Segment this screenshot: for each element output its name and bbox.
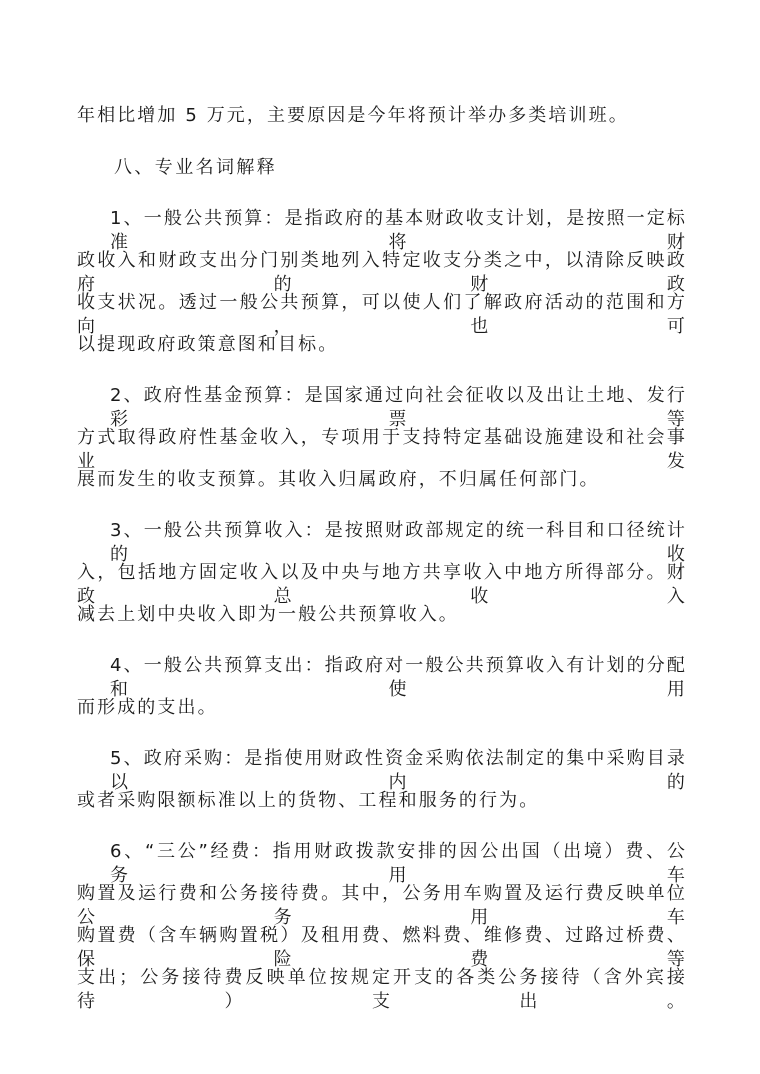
paragraph-line: 4、一般公共预算支出：指政府对一般公共预算收入有计划的分配和使用 bbox=[110, 655, 687, 700]
paragraph-line: 1、一般公共预算：是指政府的基本财政收支计划，是按照一定标准将财 bbox=[110, 208, 687, 253]
paragraph-line: 政收入和财政支出分门别类地列入特定收支分类之中，以清除反映政府的财政 bbox=[77, 250, 687, 295]
paragraph-line: 3、一般公共预算收入：是按照财政部规定的统一科目和口径统计的收 bbox=[110, 520, 687, 565]
paragraph-line: 而形成的支出。 bbox=[77, 697, 218, 718]
paragraph-line: 购置及运行费和公务接待费。其中，公务用车购置及运行费反映单位公务用车 bbox=[77, 883, 687, 928]
paragraph-line: 购置费（含车辆购置税）及租用费、燃料费、维修费、过路过桥费、保险费等 bbox=[77, 925, 687, 970]
paragraph-line: 2、政府性基金预算：是国家通过向社会征收以及出让土地、发行彩票等 bbox=[110, 385, 687, 430]
section-heading: 八、专业名词解释 bbox=[114, 157, 278, 178]
paragraph-line: 6、“三公”经费：指用财政拨款安排的因公出国（出境）费、公务用车 bbox=[110, 841, 687, 886]
paragraph-line: 年相比增加 5 万元，主要原因是今年将预计举办多类培训班。 bbox=[77, 105, 629, 126]
paragraph-line: 5、政府采购：是指使用财政性资金采购依法制定的集中采购目录以内的 bbox=[110, 748, 687, 793]
paragraph-line: 或者采购限额标准以上的货物、工程和服务的行为。 bbox=[77, 790, 540, 811]
paragraph-line: 收支状况。透过一般公共预算，可以使人们了解政府活动的范围和方向，也可 bbox=[77, 292, 687, 337]
paragraph-line: 展而发生的收支预算。其收入归属政府，不归属任何部门。 bbox=[77, 469, 600, 490]
paragraph-line: 支出；公务接待费反映单位按规定开支的各类公务接待（含外宾接待）支出。 bbox=[77, 967, 687, 1012]
paragraph-line: 以提现政府政策意图和目标。 bbox=[77, 334, 339, 355]
paragraph-line: 方式取得政府性基金收入，专项用于支持特定基础设施建设和社会事业发 bbox=[77, 427, 687, 472]
paragraph-line: 减去上划中央收入即为一般公共预算收入。 bbox=[77, 604, 459, 625]
paragraph-line: 入，包括地方固定收入以及中央与地方共享收入中地方所得部分。财政总收入 bbox=[77, 562, 687, 607]
